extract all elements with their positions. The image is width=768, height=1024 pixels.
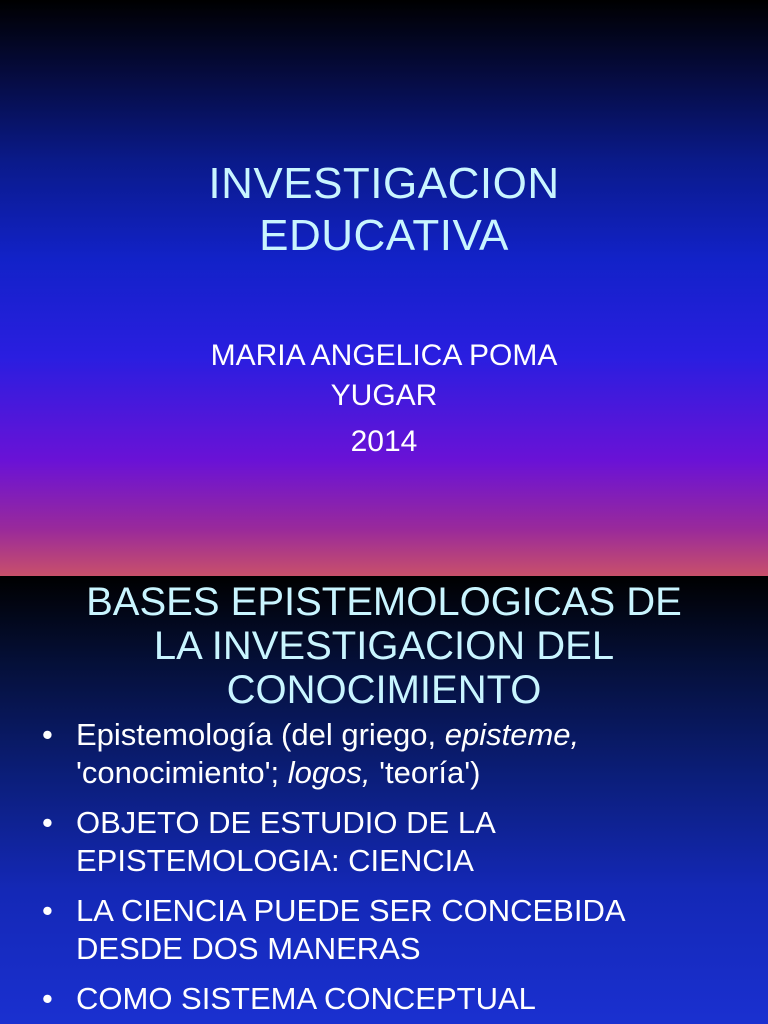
bullet-1-text-a: Epistemología (del griego, — [76, 717, 445, 752]
bullet-2-line-1: OBJETO DE ESTUDIO DE LA — [76, 805, 496, 840]
bullet-1-line-1 — [76, 716, 732, 754]
bullet-list — [42, 716, 732, 1024]
slide-title-line-2: LA INVESTIGACION DEL — [153, 624, 615, 668]
bullet-1-italic-logos: logos, — [287, 755, 371, 790]
author-line-1: MARIA ANGELICA POMA — [210, 339, 558, 372]
bullet-item-epistemologia — [42, 716, 732, 792]
slide-title-line-1: BASES EPISTEMOLOGICAS DE — [86, 580, 682, 624]
bullet-item-ciencia — [42, 892, 732, 968]
bullet-item-objeto — [42, 804, 732, 880]
title-line-2: EDUCATIVA — [259, 211, 509, 260]
bullet-1-text-b: 'conocimiento'; — [76, 755, 288, 790]
bullet-3-line-2: DESDE DOS MANERAS — [76, 931, 421, 966]
bullet-dot: • — [42, 981, 53, 1016]
bullet-dot: • — [42, 893, 53, 928]
bullet-item-sistema — [42, 980, 732, 1018]
bullet-dot: • — [42, 717, 53, 752]
bullet-4-line-1: COMO SISTEMA CONCEPTUAL — [76, 981, 536, 1016]
bullet-dot: • — [42, 805, 53, 840]
bullet-2-line-2: EPISTEMOLOGIA: CIENCIA — [76, 843, 474, 878]
year: 2014 — [350, 425, 418, 458]
author-block — [0, 336, 768, 462]
bullet-1-line-2 — [76, 754, 732, 792]
bullet-1-italic-episteme: episteme, — [444, 717, 580, 752]
content-slide — [0, 576, 768, 1024]
bullet-1-text-c: 'teoría') — [370, 755, 481, 790]
author-line-2: YUGAR — [330, 379, 438, 412]
presentation-title — [0, 158, 768, 262]
slide-title — [0, 580, 768, 712]
title-line-1: INVESTIGACION — [208, 159, 560, 208]
bullet-3-line-1: LA CIENCIA PUEDE SER CONCEBIDA — [76, 893, 626, 928]
slide-title-line-3: CONOCIMIENTO — [226, 668, 542, 712]
